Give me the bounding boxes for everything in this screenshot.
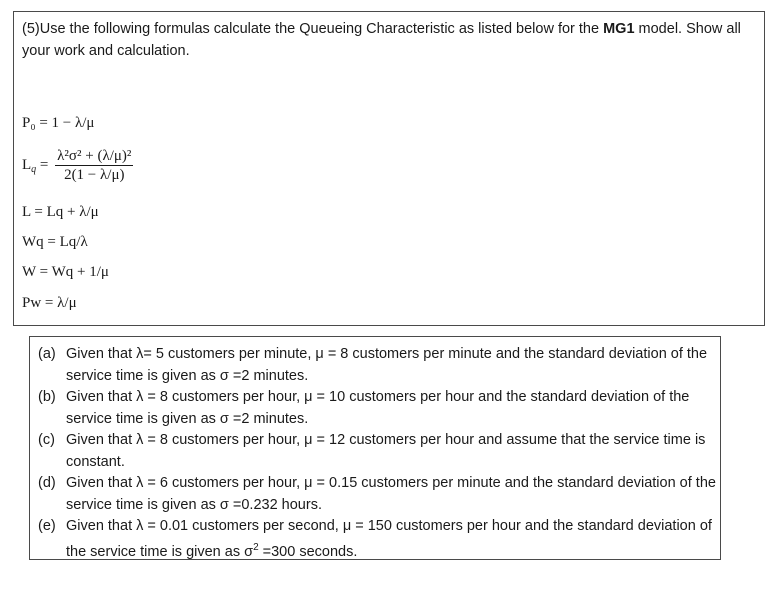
lq-symbol: L xyxy=(22,156,32,173)
lq-fraction xyxy=(55,148,133,183)
question-text-end: =300 seconds. xyxy=(258,543,358,560)
question-label: (d) xyxy=(38,475,56,491)
question-d xyxy=(38,472,718,516)
question-text-part: Given that λ = 0.01 customers per second, μ = 150 customers per hour and the standard deviation of the service time is given as σ xyxy=(66,518,712,560)
intro-text: (5)Use the following formulas calculate the Queueing Characteristic as listed below for the xyxy=(22,21,604,37)
formula-pw: Pw = λ/μ xyxy=(22,295,77,311)
formula-w: W = Wq + 1/μ xyxy=(22,264,109,280)
problem-intro xyxy=(22,18,757,62)
question-text xyxy=(66,515,718,563)
lq-numerator: λ²σ² + (λ/μ)² xyxy=(57,148,132,164)
question-text: Given that λ = 6 customers per hour, μ = 0.15 customers per minute and the standard deviation of the service time is given as σ =0.232 hours. xyxy=(66,475,716,513)
question-text: Given that λ= 5 customers per minute, μ = 8 customers per minute and the standard deviation of the service time is given as σ =2 minutes. xyxy=(66,346,708,384)
question-text: Given that λ = 8 customers per hour, μ = 10 customers per hour and the standard deviation of the service time is given as σ =2 minutes. xyxy=(66,389,690,427)
model-name: MG1 xyxy=(603,21,635,37)
formula-section xyxy=(13,11,765,326)
question-label: (b) xyxy=(38,389,56,405)
lq-subscript: q xyxy=(31,163,37,175)
formula-p0: P₀ = 1 − λ/μ xyxy=(22,115,95,131)
question-label: (e) xyxy=(38,518,56,534)
question-text: Given that λ = 8 customers per hour, μ = 12 customers per hour and assume that the service time is constant. xyxy=(66,432,706,470)
intro-text-end: model. Show all your work and calculation. xyxy=(22,21,741,59)
question-c xyxy=(38,429,718,473)
formula-l: L = Lq + λ/μ xyxy=(22,204,99,220)
question-label: (a) xyxy=(38,346,56,362)
question-e xyxy=(38,515,718,563)
question-a xyxy=(38,343,718,387)
lq-denominator: 2(1 − λ/μ) xyxy=(64,167,125,183)
formula-lq xyxy=(22,148,133,183)
sigma-exponent: 2 xyxy=(253,542,259,553)
lq-equals: = xyxy=(36,156,53,173)
question-label: (c) xyxy=(38,432,55,448)
questions-section xyxy=(29,336,721,560)
formula-wq: Wq = Lq/λ xyxy=(22,234,88,250)
question-b xyxy=(38,386,718,430)
